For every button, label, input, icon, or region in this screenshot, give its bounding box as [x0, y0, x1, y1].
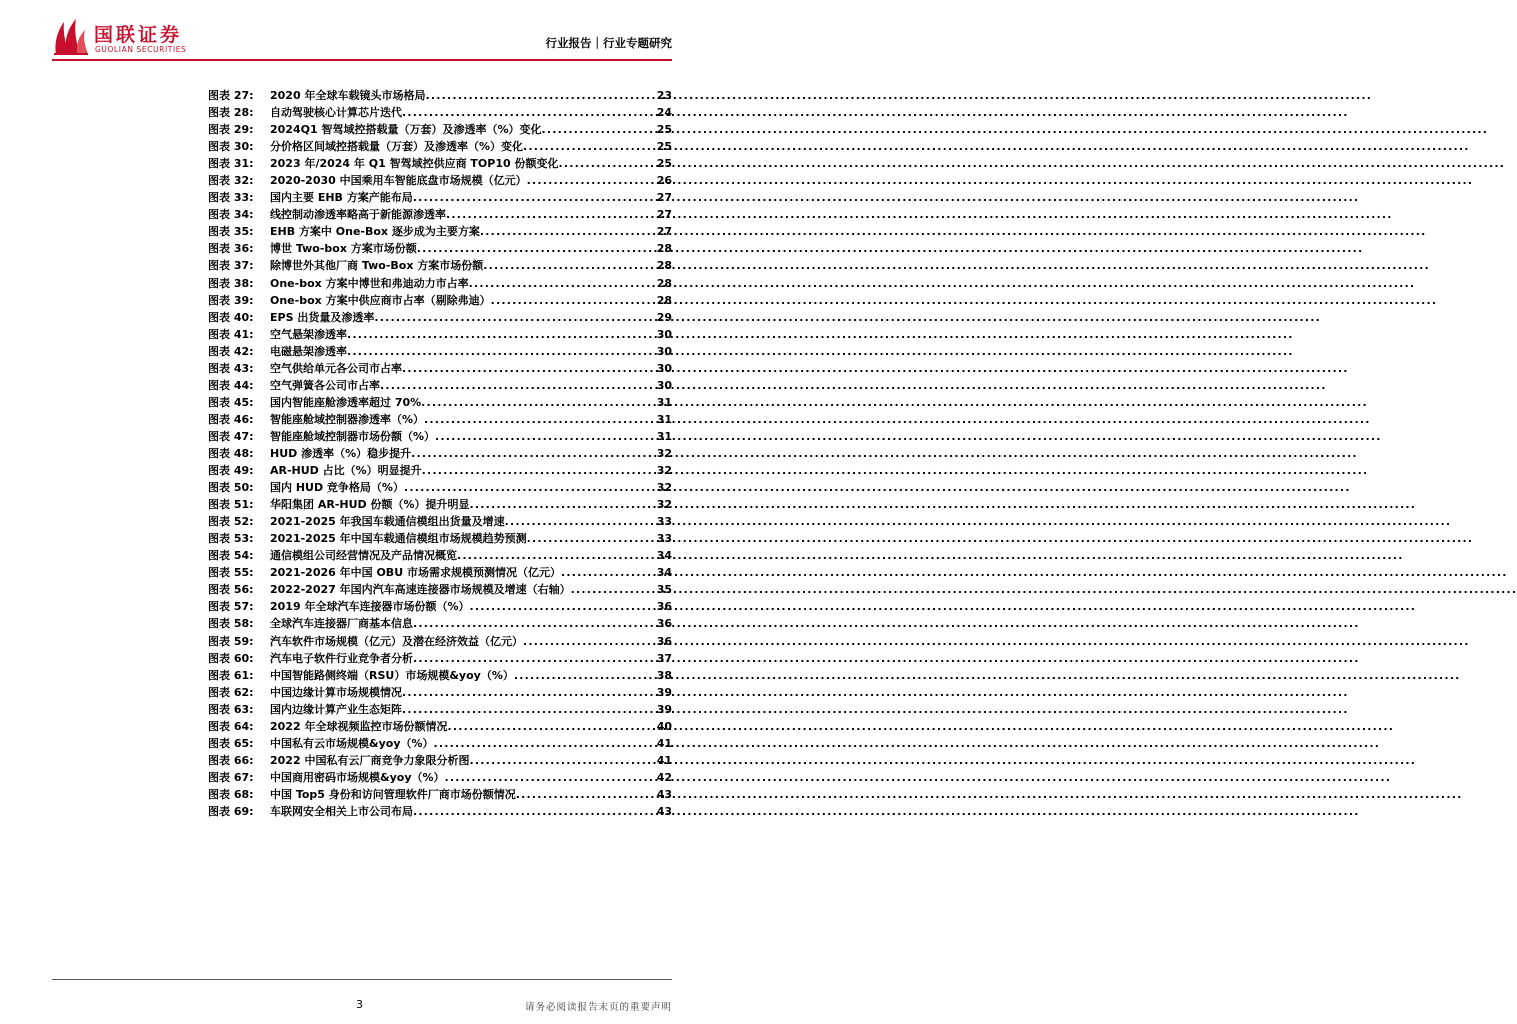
- toc-page-number: 34: [656, 549, 672, 563]
- toc-figure-title: 中国 Top5 身份和访问管理软件厂商市场份额情况: [270, 787, 516, 801]
- toc-figure-title: 2022-2027 年国内汽车高速连接器市场规模及增速（右轴）: [270, 583, 571, 597]
- toc-dot-leader: [417, 240, 654, 257]
- toc-page-number: 35: [656, 583, 672, 597]
- toc-entry[interactable]: [208, 496, 672, 513]
- toc-figure-title: 中国智能路侧终端（RSU）市场规模&yoy（%）: [270, 668, 514, 682]
- toc-entry[interactable]: [208, 547, 672, 564]
- toc-figure-label: 图表 35:: [208, 225, 254, 239]
- toc-dot-leader: [541, 121, 654, 138]
- toc-figure-title: 2019 年全球汽车连接器市场份额（%）: [270, 600, 470, 614]
- toc-dot-leader: [411, 445, 654, 462]
- toc-figure-label: 图表 57:: [208, 600, 254, 614]
- toc-page-number: 34: [656, 566, 672, 580]
- toc-dot-leader: [457, 547, 654, 564]
- toc-dot-leader: [413, 803, 654, 820]
- toc-page-number: 29: [656, 310, 672, 324]
- toc-entry[interactable]: [208, 752, 672, 769]
- toc-figure-label: 图表 59:: [208, 634, 254, 648]
- toc-figure-label: 图表 62:: [208, 685, 254, 699]
- guolian-flame-icon: [52, 16, 90, 56]
- toc-entry[interactable]: [208, 530, 672, 547]
- toc-figure-label: 图表 44:: [208, 378, 254, 392]
- toc-dot-leader: [425, 87, 654, 104]
- toc-figure-title: 自动驾驶核心计算芯片迭代: [270, 106, 402, 120]
- toc-entry[interactable]: [208, 598, 672, 615]
- toc-entry[interactable]: [208, 411, 672, 428]
- toc-figure-title: 分价格区间域控搭载量（万套）及渗透率（%）变化: [270, 140, 524, 154]
- toc-figure-label: 图表 30:: [208, 140, 254, 154]
- toc-figure-label: 图表 63:: [208, 702, 254, 716]
- toc-figure-label: 图表 45:: [208, 395, 254, 409]
- toc-figure-label: 图表 60:: [208, 651, 254, 665]
- toc-entry[interactable]: [208, 121, 672, 138]
- toc-dot-leader: [558, 155, 654, 172]
- toc-page-number: 23: [656, 89, 672, 102]
- toc-entry[interactable]: [208, 428, 672, 445]
- toc-dot-leader: [424, 411, 654, 428]
- toc-figure-label: 图表 50:: [208, 481, 254, 495]
- toc-page-number: 36: [656, 600, 672, 614]
- toc-entry[interactable]: [208, 769, 672, 786]
- toc-entry[interactable]: [208, 206, 672, 223]
- toc-page-number: 41: [656, 753, 672, 767]
- toc-page-number: 28: [656, 293, 672, 307]
- toc-figure-label: 图表 58:: [208, 617, 254, 631]
- toc-page-number: 43: [656, 804, 672, 818]
- page-header: [0, 0, 724, 70]
- toc-dot-leader: [571, 581, 654, 598]
- toc-page-number: 37: [656, 651, 672, 665]
- toc-entry[interactable]: [208, 172, 672, 189]
- toc-dot-leader: [527, 530, 654, 547]
- toc-page-number: 27: [656, 225, 672, 239]
- toc-dot-leader: [413, 650, 654, 667]
- toc-dot-leader: [527, 172, 654, 189]
- toc-entry[interactable]: [208, 462, 672, 479]
- toc-figure-title: 国内智能座舱渗透率超过 70%: [270, 395, 422, 409]
- toc-figure-title: 2023 年/2024 年 Q1 智驾域控供应商 TOP10 份额变化: [270, 157, 559, 171]
- footer-disclaimer: 请务必阅读报告末页的重要声明: [524, 1002, 672, 1013]
- toc-entry[interactable]: [208, 513, 672, 530]
- toc-figure-label: 图表 55:: [208, 566, 254, 580]
- toc-figure-title: 2020 年全球车载镜头市场格局: [270, 89, 426, 102]
- toc-figure-title: 华阳集团 AR-HUD 份额（%）提升明显: [270, 498, 470, 512]
- toc-dot-leader: [469, 275, 654, 292]
- toc-page-number: 25: [656, 140, 672, 154]
- toc-page-number: 27: [656, 191, 672, 205]
- toc-figure-label: 图表 68:: [208, 787, 254, 801]
- toc-entry[interactable]: [208, 394, 672, 411]
- toc-entry[interactable]: [208, 360, 672, 377]
- toc-dot-leader: [413, 615, 654, 632]
- toc-figure-label: 图表 41:: [208, 327, 254, 341]
- toc-entry[interactable]: [208, 326, 672, 343]
- toc-page-number: 28: [656, 242, 672, 256]
- toc-figure-title: 2021-2025 年中国车载通信模组市场规模趋势预测: [270, 532, 527, 546]
- toc-figure-title: 全球汽车连接器厂商基本信息: [270, 617, 413, 631]
- toc-figure-label: 图表 27:: [208, 89, 254, 102]
- toc-figure-label: 图表 28:: [208, 106, 254, 120]
- toc-figure-title: 智能座舱域控制器渗透率（%）: [270, 412, 425, 426]
- toc-figure-title: 中国边缘计算市场规模情况: [270, 685, 402, 699]
- toc-figure-title: 汽车软件市场规模（亿元）及潜在经济效益（亿元）: [270, 634, 523, 648]
- toc-figure-label: 图表 61:: [208, 668, 254, 682]
- toc-entry[interactable]: [208, 701, 672, 718]
- toc-figure-title: 2022 中国私有云厂商竞争力象限分析图: [270, 753, 470, 767]
- toc-figure-label: 图表 49:: [208, 464, 254, 478]
- toc-dot-leader: [505, 513, 654, 530]
- toc-entry[interactable]: [208, 155, 672, 172]
- toc-figure-label: 图表 54:: [208, 549, 254, 563]
- toc-figure-title: EPS 出货量及渗透率: [270, 310, 375, 324]
- toc-figure-title: 国内边缘计算产业生态矩阵: [270, 702, 402, 716]
- toc-figure-title: 2024Q1 智驾域控搭载量（万套）及渗透率（%）变化: [270, 123, 542, 137]
- toc-entry[interactable]: [208, 633, 672, 650]
- toc-dot-leader: [435, 428, 654, 445]
- toc-page-number: 42: [656, 770, 672, 784]
- toc-entry[interactable]: [208, 786, 672, 803]
- toc-figure-title: 2021-2026 年中国 OBU 市场需求规模预测情况（亿元）: [270, 566, 561, 580]
- logo-name: 国联证券: [94, 24, 183, 46]
- toc-page-number: 41: [656, 736, 672, 750]
- toc-entry[interactable]: [208, 343, 672, 360]
- toc-dot-leader: [422, 462, 654, 479]
- toc-entry[interactable]: [208, 240, 672, 257]
- toc-page-number: 27: [656, 208, 672, 222]
- toc-figure-label: 图表 29:: [208, 123, 254, 137]
- toc-figure-label: 图表 46:: [208, 412, 254, 426]
- toc-entry[interactable]: [208, 581, 672, 598]
- toc-page-number: 30: [656, 344, 672, 358]
- toc-figure-label: 图表 33:: [208, 191, 254, 205]
- toc-entry[interactable]: [208, 257, 672, 274]
- toc-entry[interactable]: [208, 445, 672, 462]
- toc-dot-leader: [561, 564, 654, 581]
- toc-dot-leader: [445, 769, 654, 786]
- toc-figure-title: 中国私有云市场规模&yoy（%）: [270, 736, 434, 750]
- toc-entry[interactable]: [208, 479, 672, 496]
- page-number: 3: [356, 998, 363, 1011]
- toc-page-number: 24: [656, 106, 672, 120]
- toc-entry[interactable]: [208, 292, 672, 309]
- toc-page-number: 32: [656, 464, 672, 478]
- footer-divider: [52, 979, 672, 980]
- toc-figure-title: HUD 渗透率（%）稳步提升: [270, 446, 412, 460]
- toc-figure-title: 博世 Two-box 方案市场份额: [270, 242, 417, 256]
- toc-figure-label: 图表 39:: [208, 293, 254, 307]
- toc-dot-leader: [491, 292, 654, 309]
- toc-entry[interactable]: [208, 104, 672, 121]
- toc-page-number: 30: [656, 378, 672, 392]
- toc-page-number: 32: [656, 498, 672, 512]
- toc-dot-leader: [402, 684, 654, 701]
- toc-figure-label: 图表 37:: [208, 259, 254, 273]
- toc-entry[interactable]: [208, 275, 672, 292]
- company-logo: [52, 16, 212, 58]
- toc-figure-title: 电磁悬架渗透率: [270, 344, 347, 358]
- toc-figure-label: 图表 65:: [208, 736, 254, 750]
- toc-figure-label: 图表 36:: [208, 242, 254, 256]
- toc-page-number: 31: [656, 429, 672, 443]
- toc-figure-title: 智能座舱域控制器市场份额（%）: [270, 429, 436, 443]
- toc-figure-title: 车联网安全相关上市公司布局: [270, 804, 413, 818]
- toc-page-number: 28: [656, 276, 672, 290]
- toc-dot-leader: [380, 377, 654, 394]
- toc-dot-leader: [374, 309, 654, 326]
- toc-page-number: 28: [656, 259, 672, 273]
- toc-dot-leader: [469, 598, 654, 615]
- toc-entry[interactable]: [208, 735, 672, 752]
- toc-figure-label: 图表 38:: [208, 276, 254, 290]
- toc-dot-leader: [434, 735, 654, 752]
- toc-figure-label: 图表 53:: [208, 532, 254, 546]
- toc-dot-leader: [446, 206, 654, 223]
- toc-entry[interactable]: [208, 803, 672, 820]
- toc-figure-label: 图表 32:: [208, 174, 254, 188]
- toc-dot-leader: [404, 479, 654, 496]
- toc-page-number: 39: [656, 685, 672, 699]
- toc-entry[interactable]: [208, 377, 672, 394]
- toc-page-number: 33: [656, 515, 672, 529]
- toc-dot-leader: [523, 633, 654, 650]
- toc-figure-title: 空气供给单元各公司市占率: [270, 361, 402, 375]
- toc-figure-label: 图表 42:: [208, 344, 254, 358]
- toc-figure-title: 通信模组公司经营情况及产品情况概览: [270, 549, 457, 563]
- toc-figure-label: 图表 31:: [208, 157, 254, 171]
- toc-page-number: 38: [656, 668, 672, 682]
- toc-entry[interactable]: [208, 667, 672, 684]
- toc-entry[interactable]: [208, 87, 672, 104]
- toc-figure-title: AR-HUD 占比（%）明显提升: [270, 464, 422, 478]
- toc-page-number: 32: [656, 481, 672, 495]
- toc-entry[interactable]: [208, 650, 672, 667]
- toc-figure-title: One-box 方案中供应商市占率（剔除弗迪）: [270, 293, 491, 307]
- toc-dot-leader: [514, 667, 654, 684]
- toc-dot-leader: [516, 786, 654, 803]
- figure-index-list: [208, 87, 672, 820]
- toc-entry[interactable]: [208, 615, 672, 632]
- toc-entry[interactable]: [208, 189, 672, 206]
- toc-figure-title: 空气悬架渗透率: [270, 327, 347, 341]
- toc-figure-label: 图表 67:: [208, 770, 254, 784]
- logo-subtitle: GUOLIAN SECURITIES: [95, 45, 187, 54]
- toc-page-number: 31: [656, 412, 672, 426]
- toc-dot-leader: [347, 326, 654, 343]
- toc-figure-title: One-box 方案中博世和弗迪动力市占率: [270, 276, 469, 290]
- toc-figure-title: 汽车电子软件行业竞争者分析: [270, 651, 413, 665]
- toc-figure-title: 空气弹簧各公司市占率: [270, 378, 380, 392]
- toc-page-number: 32: [656, 446, 672, 460]
- toc-figure-label: 图表 40:: [208, 310, 254, 324]
- toc-figure-label: 图表 34:: [208, 208, 254, 222]
- toc-dot-leader: [402, 104, 654, 121]
- toc-figure-title: EHB 方案中 One-Box 逐步成为主要方案: [270, 225, 480, 239]
- toc-page-number: 39: [656, 702, 672, 716]
- toc-dot-leader: [402, 360, 654, 377]
- toc-figure-title: 中国商用密码市场规模&yoy（%）: [270, 770, 445, 784]
- toc-figure-label: 图表 48:: [208, 446, 254, 460]
- toc-figure-title: 国内 HUD 竞争格局（%）: [270, 481, 404, 495]
- toc-page-number: 26: [656, 174, 672, 188]
- toc-entry[interactable]: [208, 718, 672, 735]
- header-divider: [52, 59, 672, 61]
- toc-dot-leader: [347, 343, 654, 360]
- toc-entry[interactable]: [208, 564, 672, 581]
- toc-dot-leader: [469, 752, 654, 769]
- toc-dot-leader: [447, 718, 654, 735]
- toc-figure-title: 线控制动渗透率略高于新能源渗透率: [270, 208, 446, 222]
- toc-figure-label: 图表 47:: [208, 429, 254, 443]
- toc-page-number: 36: [656, 617, 672, 631]
- toc-figure-label: 图表 66:: [208, 753, 254, 767]
- toc-page-number: 30: [656, 327, 672, 341]
- report-tag: 行业报告｜行业专题研究: [545, 36, 672, 50]
- toc-entry[interactable]: [208, 684, 672, 701]
- toc-figure-title: 2020-2030 中国乘用车智能底盘市场规模（亿元）: [270, 174, 527, 188]
- toc-figure-title: 国内主要 EHB 方案产能布局: [270, 191, 413, 205]
- toc-figure-label: 图表 64:: [208, 719, 254, 733]
- toc-figure-title: 2022 年全球视频监控市场份额情况: [270, 719, 448, 733]
- toc-dot-leader: [523, 138, 654, 155]
- toc-figure-title: 除博世外其他厂商 Two-Box 方案市场份额: [270, 259, 484, 273]
- toc-figure-title: 2021-2025 年我国车载通信模组出货量及增速: [270, 515, 505, 529]
- toc-entry[interactable]: [208, 309, 672, 326]
- toc-page-number: 40: [656, 719, 672, 733]
- toc-page-number: 25: [656, 157, 672, 171]
- toc-page-number: 30: [656, 361, 672, 375]
- toc-figure-label: 图表 52:: [208, 515, 254, 529]
- toc-page-number: 43: [656, 787, 672, 801]
- toc-dot-leader: [421, 394, 654, 411]
- toc-page-number: 25: [656, 123, 672, 137]
- toc-figure-label: 图表 69:: [208, 804, 254, 818]
- toc-figure-label: 图表 51:: [208, 498, 254, 512]
- toc-dot-leader: [483, 257, 654, 274]
- toc-figure-label: 图表 56:: [208, 583, 254, 597]
- toc-dot-leader: [470, 496, 655, 513]
- toc-entry[interactable]: [208, 223, 672, 240]
- toc-dot-leader: [413, 189, 654, 206]
- toc-figure-label: 图表 43:: [208, 361, 254, 375]
- toc-page-number: 36: [656, 634, 672, 648]
- toc-dot-leader: [480, 223, 654, 240]
- toc-page-number: 33: [656, 532, 672, 546]
- toc-dot-leader: [402, 701, 654, 718]
- toc-page-number: 31: [656, 395, 672, 409]
- toc-entry[interactable]: [208, 138, 672, 155]
